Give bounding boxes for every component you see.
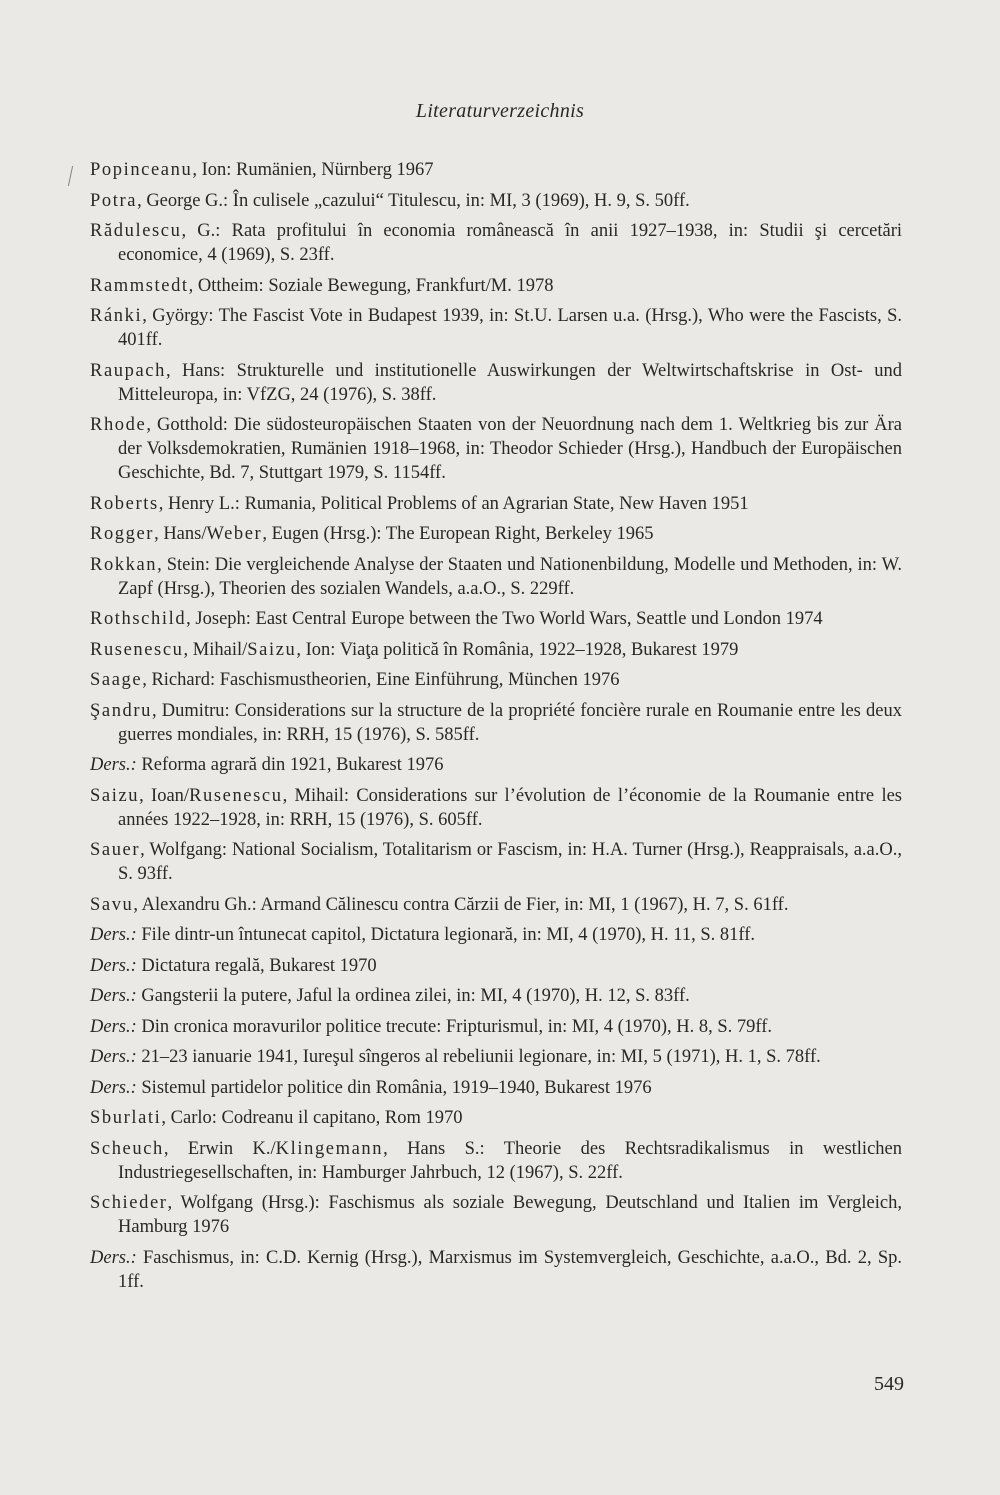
entry-text: , Carlo: Codreanu il capitano, Rom 1970 bbox=[161, 1108, 463, 1128]
bibliography-entry bbox=[90, 923, 902, 947]
bibliography-entry bbox=[90, 638, 902, 662]
bibliography-list bbox=[90, 158, 902, 1300]
entry-text: 21–23 ianuarie 1941, Iureşul sîngeros al rebeliunii legionare, in: MI, 5 (1971), H. 1, S. 78ff. bbox=[136, 1047, 821, 1067]
entry-author: Rammstedt bbox=[90, 275, 189, 296]
entry-text: , Ion: Rumänien, Nürnberg 1967 bbox=[192, 160, 434, 180]
ders-abbreviation: Ders.: bbox=[90, 755, 137, 775]
entry-author: Rusenescu bbox=[90, 639, 184, 660]
entry-author: Rogger bbox=[90, 524, 155, 544]
entry-text-continued: , Eugen (Hrsg.): The European Right, Berkeley 1965 bbox=[262, 524, 654, 544]
bibliography-entry bbox=[90, 1137, 902, 1185]
entry-author: Ránki bbox=[90, 306, 143, 326]
bibliography-entry bbox=[90, 359, 902, 407]
entry-text: Din cronica moravurilor politice trecute: Fripturismul, in: MI, 4 (1970), H. 8, S. 79ff. bbox=[136, 1016, 772, 1037]
bibliography-entry bbox=[90, 1246, 902, 1294]
ders-abbreviation: Ders.: bbox=[90, 1016, 137, 1037]
entry-author: Sburlati bbox=[90, 1108, 162, 1128]
entry-author: Roberts bbox=[90, 493, 159, 514]
bibliography-entry bbox=[90, 699, 902, 747]
entry-author: Rhode bbox=[90, 415, 147, 435]
page-number: 549 bbox=[874, 1373, 904, 1395]
entry-text: Reforma agrară din 1921, Bukarest 1976 bbox=[136, 755, 444, 775]
entry-text: Gangsterii la putere, Jaful la ordinea zilei, in: MI, 4 (1970), H. 12, S. 83ff. bbox=[136, 986, 690, 1006]
entry-text: , Hans/ bbox=[154, 524, 207, 544]
ders-abbreviation: Ders.: bbox=[90, 1247, 137, 1268]
margin-pencil-mark bbox=[68, 166, 79, 186]
bibliography-entry bbox=[90, 553, 902, 601]
bibliography-entry bbox=[90, 838, 902, 886]
entry-author: Rothschild bbox=[90, 609, 187, 629]
bibliography-entry bbox=[90, 189, 902, 213]
entry-text: , Ottheim: Soziale Bewegung, Frankfurt/M. 1978 bbox=[188, 275, 554, 296]
running-head: Literaturverzeichnis bbox=[415, 100, 585, 122]
bibliography-entry bbox=[90, 1106, 902, 1130]
entry-text: , Henry L.: Rumania, Political Problems of an Agrarian State, New Haven 1951 bbox=[158, 493, 749, 514]
entry-text: , Ioan/ bbox=[139, 785, 190, 806]
entry-coauthor: Rusenescu bbox=[189, 785, 283, 806]
bibliography-entry bbox=[90, 753, 902, 777]
entry-text: , György: The Fascist Vote in Budapest 1939, in: St.U. Larsen u.a. (Hrsg.), Who were the Fascists, S. 401ff. bbox=[118, 306, 902, 350]
bibliography-entry bbox=[90, 954, 902, 978]
bibliography-entry bbox=[90, 607, 902, 631]
entry-text-continued: , Mihail: Considerations sur l’évolution de l’économie de la Roumanie entre les années 1922–1928, in: RRH, 15 (1976), S. 605ff. bbox=[118, 785, 902, 830]
bibliography-entry bbox=[90, 304, 902, 352]
bibliography-entry bbox=[90, 1191, 902, 1239]
entry-author: Rădulescu bbox=[90, 221, 182, 241]
entry-text: Sistemul partidelor politice din România, 1919–1940, Bukarest 1976 bbox=[136, 1077, 652, 1098]
entry-author: Şandru bbox=[90, 700, 153, 721]
entry-coauthor: Saizu bbox=[247, 639, 297, 660]
entry-text: , Wolfgang: National Socialism, Totalitarism or Fascism, in: H.A. Turner (Hrsg.), Reappraisals, a.a.O., S. 93ff. bbox=[118, 840, 902, 884]
entry-author: Scheuch bbox=[90, 1138, 164, 1159]
entry-coauthor: Klingemann bbox=[275, 1138, 384, 1159]
bibliography-entry bbox=[90, 522, 902, 546]
bibliography-entry bbox=[90, 1015, 902, 1039]
bibliography-entry bbox=[90, 1045, 902, 1069]
ders-abbreviation: Ders.: bbox=[90, 1047, 137, 1067]
entry-author: Sauer bbox=[90, 840, 141, 860]
entry-text: , Alexandru Gh.: Armand Călinescu contra Cărzii de Fier, in: MI, 1 (1967), H. 7, S. 61ff. bbox=[133, 894, 789, 915]
ders-abbreviation: Ders.: bbox=[90, 986, 137, 1006]
bibliography-entry bbox=[90, 784, 902, 832]
bibliography-entry bbox=[90, 219, 902, 267]
bibliography-entry bbox=[90, 668, 902, 692]
entry-author: Raupach bbox=[90, 360, 166, 381]
entry-text: , Wolfgang (Hrsg.): Faschismus als soziale Bewegung, Deutschland und Italien im Vergleich, Hamburg 1976 bbox=[118, 1193, 902, 1237]
entry-text: , Joseph: East Central Europe between the Two World Wars, Seattle und London 1974 bbox=[186, 609, 823, 629]
entry-text: , George G.: În culisele „cazului“ Titulescu, in: MI, 3 (1969), H. 9, S. 50ff. bbox=[137, 190, 690, 211]
entry-author: Rokkan bbox=[90, 554, 158, 575]
entry-author: Schieder bbox=[90, 1193, 168, 1213]
entry-author: Popinceanu bbox=[90, 160, 193, 180]
bibliography-entry bbox=[90, 893, 902, 917]
bibliography-entry bbox=[90, 1076, 902, 1100]
ders-abbreviation: Ders.: bbox=[90, 925, 137, 945]
entry-text-continued: , Hans S.: Theorie des Rechtsradikalismus in westlichen Industriegesellschaften, in: Hamburger Jahrbuch, 12 (1967), S. 22ff. bbox=[118, 1138, 902, 1183]
entry-text: , Gotthold: Die südosteuropäischen Staaten von der Neuordnung nach dem 1. Weltkrieg bis zur Ära der Volksdemokratien, Rumänien 1918–1968, in: Theodor Schieder (Hrsg.), Handbuch der Europäischen Geschichte, Bd. 7, Stuttgart 1979, S. 1154ff. bbox=[118, 415, 902, 483]
entry-text: Dictatura regală, Bukarest 1970 bbox=[136, 955, 377, 976]
entry-text: Faschismus, in: C.D. Kernig (Hrsg.), Marxismus im Systemvergleich, Geschichte, a.a.O., Bd. 2, Sp. 1ff. bbox=[118, 1247, 902, 1292]
ders-abbreviation: Ders.: bbox=[90, 1077, 137, 1098]
bibliography-entry bbox=[90, 274, 902, 298]
entry-author: Saage bbox=[90, 670, 143, 690]
entry-coauthor: Weber bbox=[206, 524, 263, 544]
entry-author: Saizu bbox=[90, 785, 140, 806]
entry-text: , Dumitru: Considerations sur la structure de la propriété foncière rurale en Roumanie entre les deux guerres mondiales, in: RRH, 15 (1976), S. 585ff. bbox=[118, 700, 902, 745]
entry-text: , G.: Rata profitului în economia românească în anii 1927–1938, in: Studii şi cercetări economice, 4 (1969), S. 23ff. bbox=[118, 221, 902, 265]
entry-text-continued: , Ion: Viaţa politică în România, 1922–1928, Bukarest 1979 bbox=[296, 639, 739, 660]
entry-text: File dintr-un întunecat capitol, Dictatura legionară, in: MI, 4 (1970), H. 11, S. 81ff. bbox=[136, 925, 755, 945]
entry-text: , Hans: Strukturelle und institutionelle Auswirkungen der Weltwirtschaftskrise in Ost- und Mitteleuropa, in: VfZG, 24 (1976), S. 38ff. bbox=[118, 360, 902, 405]
entry-text: , Richard: Faschismustheorien, Eine Einführung, München 1976 bbox=[142, 670, 620, 690]
entry-text: , Erwin K./ bbox=[163, 1138, 276, 1159]
bibliography-entry bbox=[90, 413, 902, 485]
bibliography-entry bbox=[90, 492, 902, 516]
bibliography-entry bbox=[90, 984, 902, 1008]
ders-abbreviation: Ders.: bbox=[90, 955, 137, 976]
entry-author: Savu bbox=[90, 894, 134, 915]
bibliography-entry bbox=[90, 158, 902, 182]
entry-text: , Stein: Die vergleichende Analyse der Staaten und Nationenbildung, Modelle und Methoden, in: W. Zapf (Hrsg.), Theorien des sozialen Wandels, a.a.O., S. 229ff. bbox=[118, 554, 902, 599]
entry-author: Potra bbox=[90, 190, 138, 211]
entry-text: , Mihail/ bbox=[183, 639, 248, 660]
